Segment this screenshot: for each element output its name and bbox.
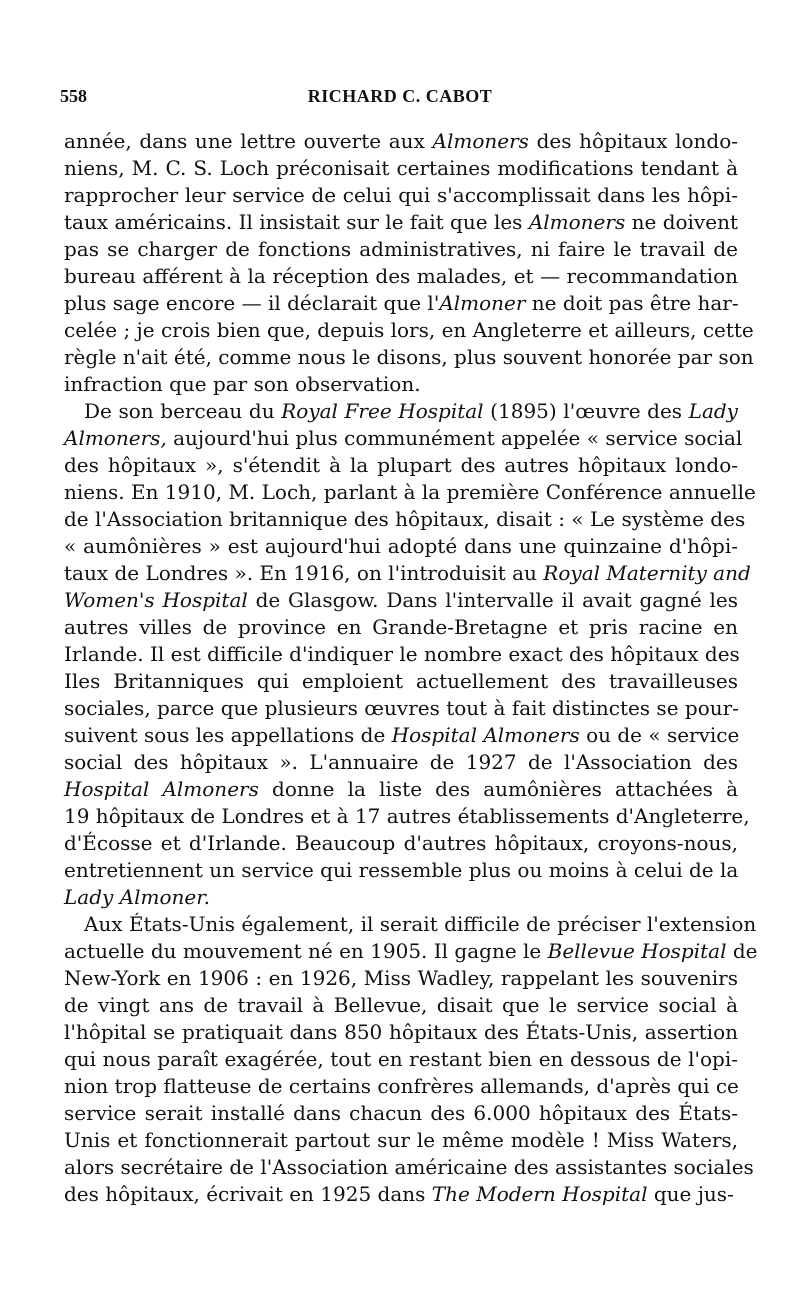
text-run: pas se charger de fonctions administratives, ni faire le travail de: [64, 237, 738, 261]
text-run: bureau afférent à la réception des malades, et — recommandation: [64, 264, 738, 288]
text-line: [64, 479, 756, 506]
italic-text: Almoners: [432, 129, 529, 153]
text-run: rapprocher leur service de celui qui s'accomplissait dans les hôpi-: [64, 183, 738, 207]
text-line: [64, 560, 751, 587]
text-run: niens. En 1910, M. Loch, parlant à la première Conférence annuelle: [64, 480, 756, 504]
text-line: [64, 857, 738, 884]
text-run: l'hôpital se pratiquait dans 850 hôpitaux des États-Unis, assertion: [64, 1020, 738, 1044]
text-line: [64, 803, 750, 830]
paragraph: [64, 911, 758, 1208]
text-line: [64, 641, 738, 668]
text-line: [64, 263, 738, 290]
italic-text: Almoner: [439, 291, 526, 315]
text-line: [64, 1181, 738, 1208]
paragraph: [64, 128, 754, 398]
text-line: [64, 722, 738, 749]
text-line: [64, 749, 738, 776]
text-run: niens, M. C. S. Loch préconisait certaines modifications tendant à: [64, 156, 738, 180]
text-run: d'Écosse et d'Irlande. Beaucoup d'autres hôpitaux, croyons-nous,: [64, 831, 738, 855]
text-run: qui nous paraît exagérée, tout en restant bien en dessous de l'opi-: [64, 1047, 738, 1071]
italic-text: Almoners,: [64, 426, 167, 450]
text-run: des hôpitaux, écrivait en 1925 dans: [64, 1182, 432, 1206]
text-run: entretiennent un service qui ressemble plus ou moins à celui de la: [64, 858, 739, 882]
body-text: [64, 128, 758, 1208]
text-run: taux de Londres ». En 1916, on l'introduisit au: [64, 561, 544, 585]
text-line: [64, 1046, 738, 1073]
italic-text: Almoners: [528, 210, 626, 234]
text-line: [64, 830, 738, 857]
text-run: (1895) l'œuvre des: [483, 399, 689, 423]
text-line: [64, 695, 738, 722]
italic-text: Lady Almoner.: [64, 885, 210, 909]
text-run: Aux États-Unis également, il serait difficile de préciser l'extension: [84, 912, 757, 936]
text-run: Iles Britanniques qui emploient actuellement des travailleuses: [64, 669, 738, 693]
text-run: ne doivent: [625, 210, 738, 234]
text-run: celée ; je crois bien que, depuis lors, en Angleterre et ailleurs, cette: [64, 318, 754, 342]
italic-text: The Modern Hospital: [431, 1182, 648, 1206]
text-run: service serait installé dans chacun des 6.000 hôpitaux des États-: [64, 1101, 738, 1125]
text-run: ne doit pas être har-: [525, 291, 739, 315]
text-line: [64, 506, 746, 533]
text-line: [64, 344, 754, 371]
text-line: [64, 587, 738, 614]
text-line: [64, 614, 738, 641]
text-line: [64, 776, 738, 803]
text-run: aujourd'hui plus communément appelée « service social: [166, 426, 743, 450]
text-line: [64, 533, 738, 560]
text-run: des hôpitaux londo-: [528, 129, 738, 153]
text-line: [64, 317, 754, 344]
text-line: [64, 965, 738, 992]
text-line: [64, 911, 757, 938]
text-run: Unis et fonctionnerait partout sur le même modèle ! Miss Waters,: [64, 1128, 738, 1152]
text-line: [64, 290, 738, 317]
text-run: « aumônières » est aujourd'hui adopté dans une quinzaine d'hôpi-: [64, 534, 738, 558]
text-run: New-York en 1906 : en 1926, Miss Wadley, rappelant les souvenirs: [64, 966, 738, 990]
page-header: [60, 86, 740, 116]
text-run: De son berceau du: [84, 399, 282, 423]
text-run: de vingt ans de travail à Bellevue, disait que le service social à: [64, 993, 738, 1017]
italic-text: Royal Free Hospital: [281, 399, 484, 423]
text-run: année, dans une lettre ouverte aux: [64, 129, 433, 153]
text-line: [64, 1127, 738, 1154]
text-line: [64, 236, 738, 263]
text-line: [64, 884, 738, 911]
text-run: 19 hôpitaux de Londres et à 17 autres établissements d'Angleterre,: [64, 804, 750, 828]
text-run: des hôpitaux », s'étendit à la plupart des autres hôpitaux londo-: [64, 453, 738, 477]
text-run: de Glasgow. Dans l'intervalle il avait gagné les: [247, 588, 739, 612]
text-line: [64, 398, 738, 425]
text-run: sociales, parce que plusieurs œuvres tout à fait distinctes se pour-: [64, 696, 739, 720]
text-line: [64, 1100, 738, 1127]
text-run: alors secrétaire de l'Association américaine des assistantes sociales: [64, 1155, 754, 1179]
text-line: [64, 992, 738, 1019]
italic-text: Hospital Almoners: [391, 723, 580, 747]
text-line: [64, 668, 738, 695]
text-run: actuelle du mouvement né en 1905. Il gagne le: [64, 939, 548, 963]
text-line: [64, 452, 738, 479]
text-run: autres villes de province en Grande-Bretagne et pris racine en: [64, 615, 738, 639]
text-run: nion trop flatteuse de certains confrères allemands, d'après qui ce: [64, 1074, 739, 1098]
text-line: [64, 938, 758, 965]
page-number: 558: [60, 86, 87, 106]
text-run: donne la liste des aumônières attachées à: [258, 777, 739, 801]
text-run: que jus-: [647, 1182, 734, 1206]
text-line: [64, 128, 738, 155]
running-head: RICHARD C. CABOT: [307, 86, 493, 106]
italic-text: Hospital Almoners: [64, 777, 259, 801]
text-run: ou de « service: [579, 723, 740, 747]
paragraph: [64, 398, 756, 911]
text-run: plus sage encore — il déclarait que l': [64, 291, 440, 315]
text-line: [64, 182, 738, 209]
text-line: [64, 1073, 738, 1100]
italic-text: Bellevue Hospital: [547, 939, 727, 963]
text-run: suivent sous les appellations de: [64, 723, 392, 747]
italic-text: Lady: [688, 399, 738, 423]
italic-text: Women's Hospital: [64, 588, 248, 612]
text-line: [64, 1019, 738, 1046]
text-run: social des hôpitaux ». L'annuaire de 1927 de l'Association des: [64, 750, 738, 774]
text-line: [64, 209, 738, 236]
text-line: [64, 155, 738, 182]
text-line: [64, 371, 738, 398]
text-line: [64, 425, 743, 452]
text-line: [64, 1154, 754, 1181]
italic-text: Royal Maternity and: [543, 561, 751, 585]
text-run: Irlande. Il est difficile d'indiquer le nombre exact des hôpitaux des: [64, 642, 740, 666]
text-run: infraction que par son observation.: [64, 372, 421, 396]
text-run: règle n'ait été, comme nous le disons, plus souvent honorée par son: [64, 345, 754, 369]
text-run: de: [726, 939, 758, 963]
text-run: taux américains. Il insistait sur le fait que les: [64, 210, 529, 234]
text-run: de l'Association britannique des hôpitaux, disait : « Le système des: [64, 507, 746, 531]
